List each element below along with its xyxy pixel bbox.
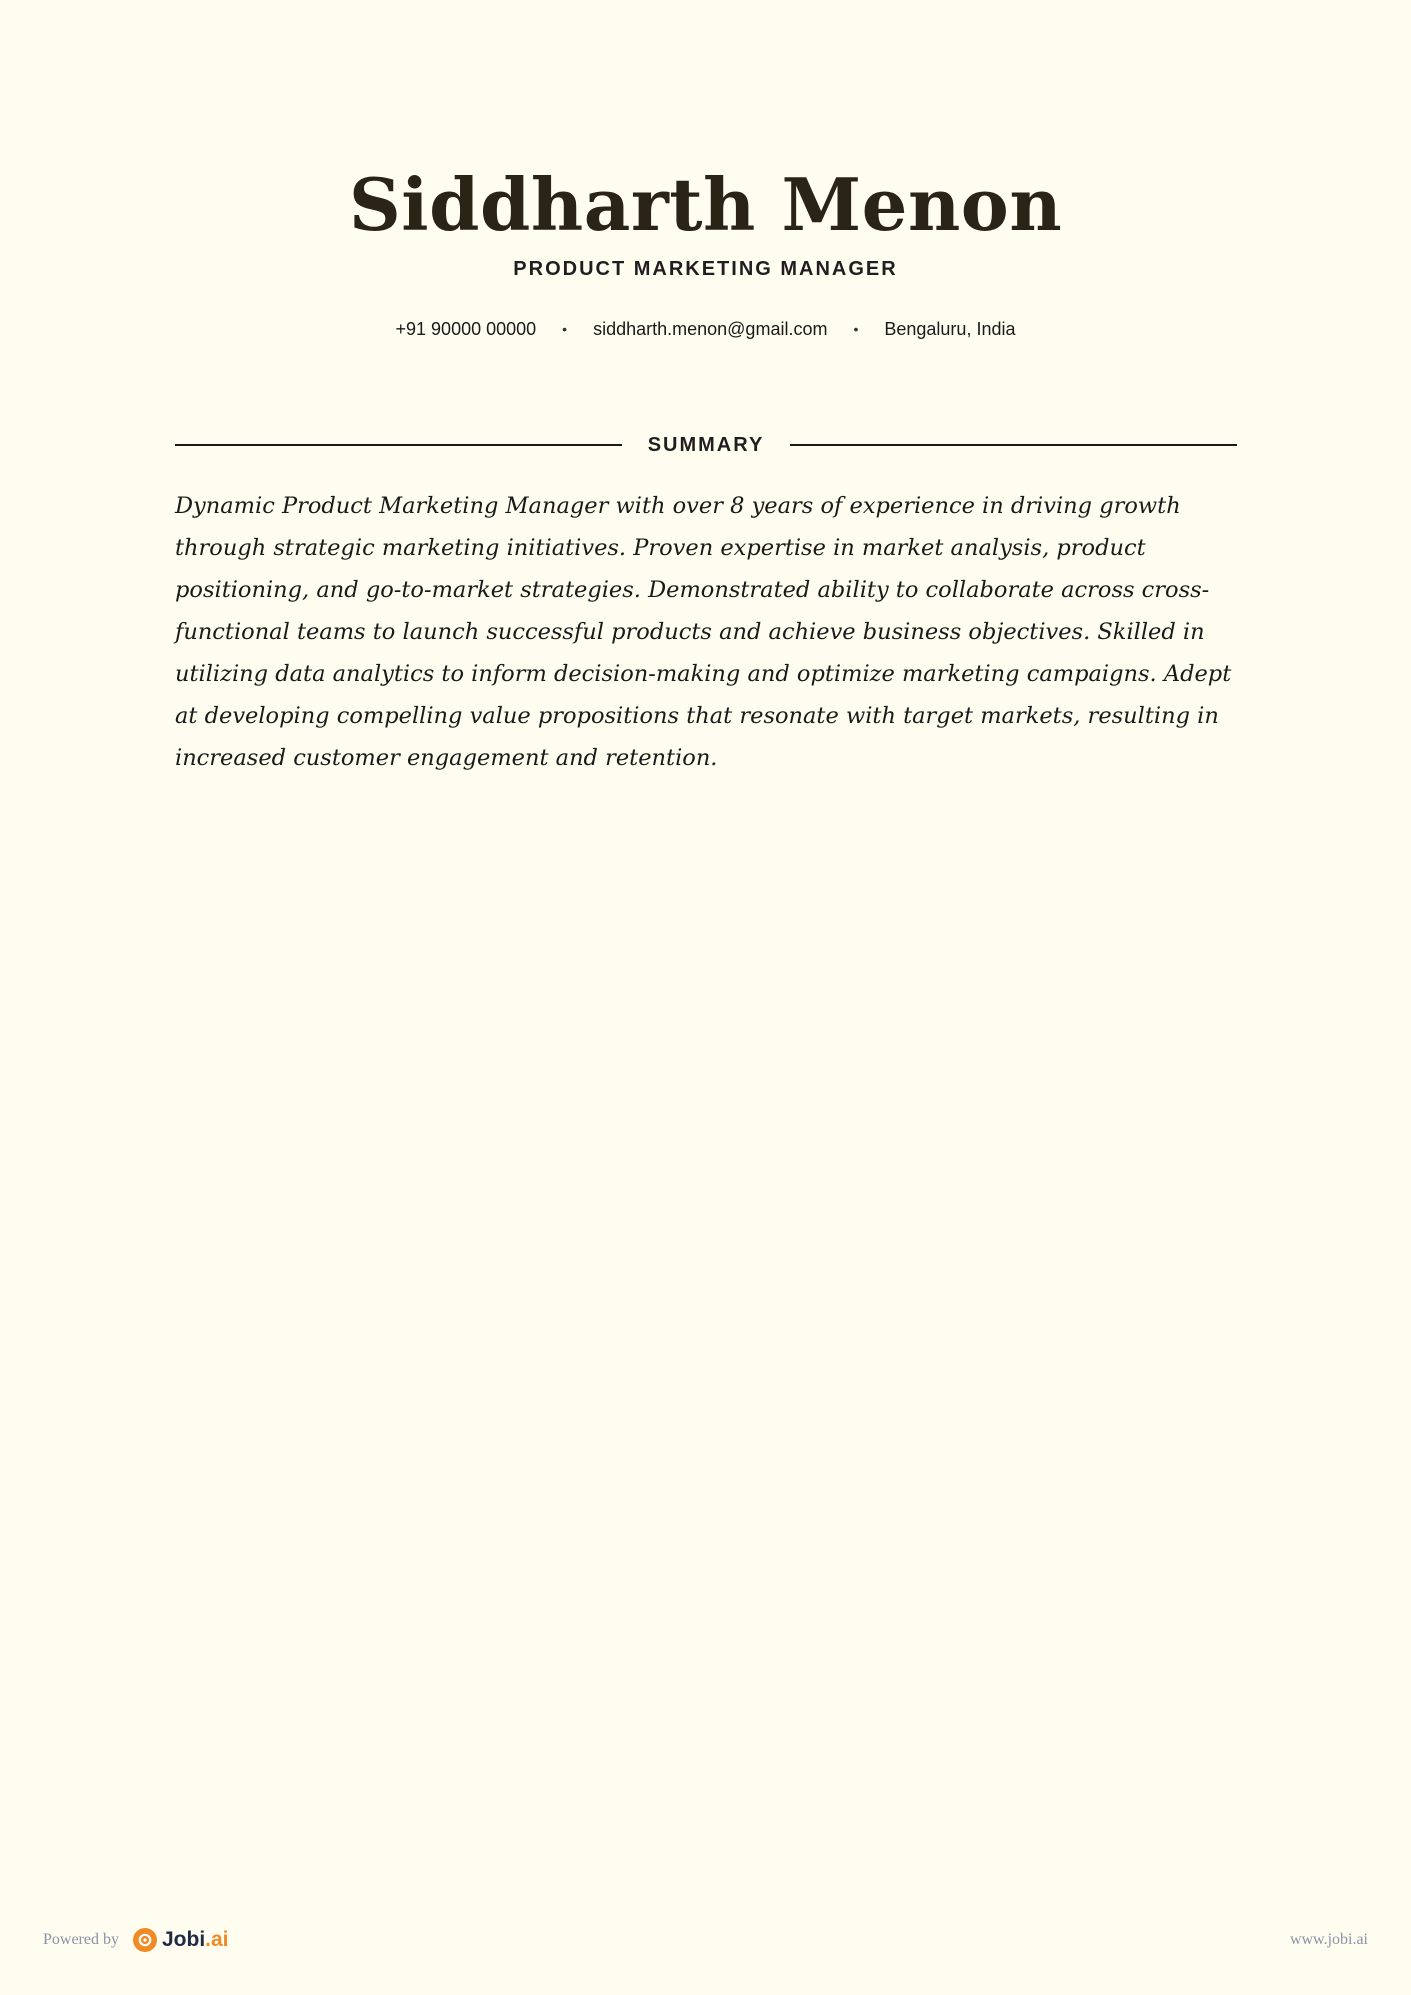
contact-info bbox=[0, 316, 1411, 342]
separator-dot: • bbox=[562, 321, 568, 337]
job-title: PRODUCT MARKETING MANAGER bbox=[513, 258, 898, 280]
summary-text: Dynamic Product Marketing Manager with over 8 years of experience in driving growth through strategic marketing initiatives. Proven expertise in market analysis, product positioning, and go-to-market strategies. Demonstrated ability to collaborate across cross-functional teams to launch successful products and achieve business objectives. Skilled in utilizing data analytics to inform decision-making and optimize marketing campaigns. Adept at developing compelling value propositions that resonate with target markets, resulting in increased customer engagement and retention. bbox=[175, 493, 1232, 771]
email-address: siddharth.menon@gmail.com bbox=[593, 319, 828, 339]
summary-heading bbox=[175, 430, 1237, 460]
website-link[interactable]: www.jobi.ai bbox=[1289, 1931, 1368, 1948]
powered-by bbox=[43, 1928, 229, 1952]
jobi-logo-text bbox=[162, 1928, 229, 1952]
jobi-logo-icon bbox=[133, 1928, 157, 1952]
candidate-name: Siddharth Menon bbox=[348, 162, 1063, 247]
phone-number: +91 90000 00000 bbox=[395, 319, 537, 339]
summary-heading-label: SUMMARY bbox=[647, 434, 765, 456]
location: Bengaluru, India bbox=[884, 319, 1016, 339]
logo-accent-text: .ai bbox=[205, 1928, 229, 1951]
separator-dot: • bbox=[853, 321, 859, 337]
powered-by-label: Powered by bbox=[43, 1931, 119, 1948]
logo-main-text: Jobi bbox=[161, 1928, 206, 1951]
divider-right bbox=[790, 444, 1237, 446]
jobi-logo[interactable] bbox=[133, 1928, 229, 1952]
divider-left bbox=[175, 444, 622, 446]
